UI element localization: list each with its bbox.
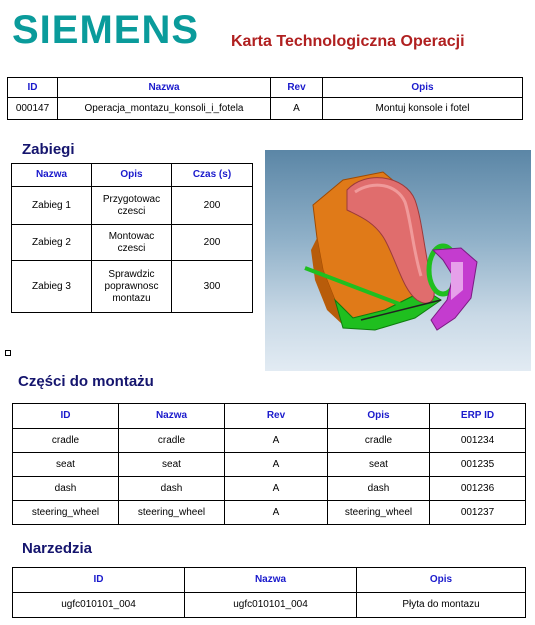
step-desc: Montowac czesci <box>92 225 172 261</box>
step-name: Zabieg 1 <box>12 187 92 225</box>
steps-header-name: Nazwa <box>12 164 92 187</box>
part-desc: cradle <box>328 429 430 453</box>
step-desc: Przygotowac czesci <box>92 187 172 225</box>
operation-header-desc: Opis <box>323 78 523 98</box>
operation-header-name: Nazwa <box>58 78 271 98</box>
tools-header-name: Nazwa <box>185 568 357 593</box>
part-desc: steering_wheel <box>328 501 430 525</box>
table-row <box>8 98 523 120</box>
part-id: steering_wheel <box>13 501 119 525</box>
part-rev: A <box>225 453 328 477</box>
tools-header-desc: Opis <box>357 568 526 593</box>
part-name: seat <box>119 453 225 477</box>
table-row <box>12 187 253 225</box>
steps-header-desc: Opis <box>92 164 172 187</box>
operation-header-id: ID <box>8 78 58 98</box>
table-row <box>12 225 253 261</box>
part-desc: seat <box>328 453 430 477</box>
tools-header-id: ID <box>13 568 185 593</box>
tool-name: ugfc010101_004 <box>185 593 357 618</box>
parts-header-desc: Opis <box>328 404 430 429</box>
step-desc: Sprawdzic poprawnosc montazu <box>92 261 172 313</box>
operation-table <box>7 77 523 120</box>
operation-desc: Montuj konsole i fotel <box>323 98 523 120</box>
parts-header-rev: Rev <box>225 404 328 429</box>
table-row <box>13 429 526 453</box>
part-name: cradle <box>119 429 225 453</box>
siemens-logo: SIEMENS <box>12 8 200 52</box>
part-rev: A <box>225 501 328 525</box>
step-name: Zabieg 2 <box>12 225 92 261</box>
part-rev: A <box>225 429 328 453</box>
tool-desc: Płyta do montazu <box>357 593 526 618</box>
part-id: cradle <box>13 429 119 453</box>
step-time: 200 <box>172 187 253 225</box>
parts-header-id: ID <box>13 404 119 429</box>
part-id: dash <box>13 477 119 501</box>
operation-rev: A <box>271 98 323 120</box>
table-row <box>13 501 526 525</box>
anchor-marker <box>5 350 11 356</box>
part-name: steering_wheel <box>119 501 225 525</box>
step-name: Zabieg 3 <box>12 261 92 313</box>
step-time: 200 <box>172 225 253 261</box>
table-row <box>13 477 526 501</box>
part-erp: 001234 <box>430 429 526 453</box>
operation-header-rev: Rev <box>271 78 323 98</box>
part-desc: dash <box>328 477 430 501</box>
steps-table <box>11 163 253 313</box>
cockpit-assembly-illustration <box>265 150 531 371</box>
steps-header-time: Czas (s) <box>172 164 253 187</box>
tools-table <box>12 567 526 618</box>
steps-title: Zabiegi <box>22 141 75 158</box>
parts-header-name: Nazwa <box>119 404 225 429</box>
table-row <box>13 593 526 618</box>
operation-id: 000147 <box>8 98 58 120</box>
part-erp: 001236 <box>430 477 526 501</box>
tools-title: Narzedzia <box>22 540 93 557</box>
parts-title: Części do montażu <box>18 373 154 390</box>
assembly-render-image <box>265 150 531 371</box>
tool-id: ugfc010101_004 <box>13 593 185 618</box>
parts-table <box>12 403 526 525</box>
table-row <box>12 261 253 313</box>
part-erp: 001235 <box>430 453 526 477</box>
operation-name: Operacja_montazu_konsoli_i_fotela <box>58 98 271 120</box>
part-name: dash <box>119 477 225 501</box>
document-title: Karta Technologiczna Operacji <box>231 33 465 50</box>
part-id: seat <box>13 453 119 477</box>
table-row <box>13 453 526 477</box>
part-rev: A <box>225 477 328 501</box>
step-time: 300 <box>172 261 253 313</box>
parts-header-erp: ERP ID <box>430 404 526 429</box>
part-erp: 001237 <box>430 501 526 525</box>
